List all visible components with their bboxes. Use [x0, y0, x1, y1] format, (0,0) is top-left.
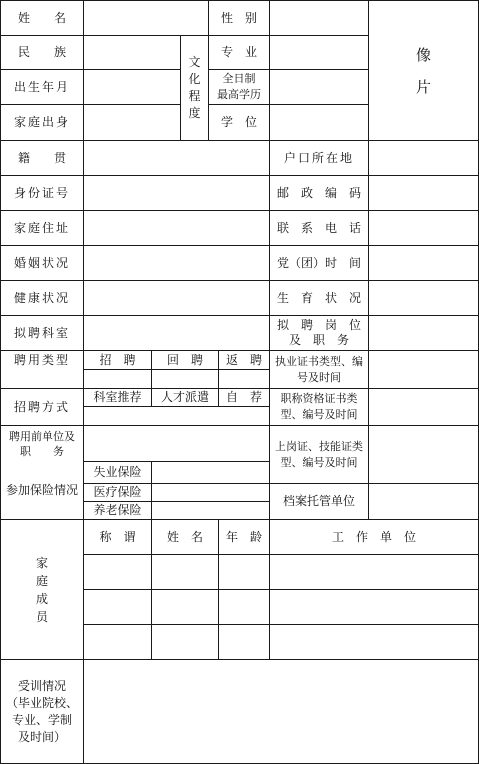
fulltime-edu-label: 全日制 最高学历	[217, 72, 261, 101]
name-label: 姓 名	[17, 10, 66, 25]
major-label: 专 业	[220, 45, 257, 59]
hire-type-option-recruit[interactable]: 招 聘	[99, 352, 136, 367]
hire-type-option-rehire[interactable]: 回 聘	[166, 352, 203, 367]
practice-cert-field[interactable]	[369, 351, 478, 388]
fertility-label: 生 育 状 况	[276, 290, 361, 305]
ethnicity-field[interactable]	[84, 36, 180, 69]
archive-label: 档案托管单位	[282, 494, 355, 508]
family-col-workplace: 工 作 单 位	[331, 529, 416, 544]
hukou-label: 户口所在地	[283, 150, 354, 165]
health-field[interactable]	[84, 281, 269, 315]
native-place-label: 籍 贯	[17, 150, 66, 165]
education-label: 文 化 程 度	[188, 55, 201, 120]
family-members-label: 家 庭 成 员	[35, 555, 48, 624]
insurance-unemployment: 失业保险	[93, 465, 142, 479]
degree-field[interactable]	[270, 105, 368, 140]
dept-label: 拟聘科室	[13, 325, 70, 340]
postcode-field[interactable]	[369, 176, 478, 210]
hukou-field[interactable]	[369, 141, 478, 175]
id-number-field[interactable]	[84, 176, 269, 210]
prev-unit-label: 聘用前单位及 职 务	[9, 429, 75, 458]
practice-cert-label: 执业证书类型、编 号及时间	[275, 354, 363, 384]
recruit-option-dispatch[interactable]: 人才派遣	[160, 390, 209, 404]
recruit-method-label: 招聘方式	[13, 399, 70, 414]
major-field[interactable]	[270, 36, 368, 69]
birth-field[interactable]	[84, 70, 180, 104]
degree-label: 学 位	[220, 115, 257, 129]
health-label: 健康状况	[13, 290, 70, 305]
post-field[interactable]	[369, 316, 478, 350]
post-label: 拟 聘 岗 位 及 职 务	[276, 318, 361, 347]
home-address-label: 家庭住址	[13, 220, 70, 235]
native-place-field[interactable]	[84, 141, 269, 175]
family-origin-label: 家庭出身	[13, 115, 70, 129]
dept-field[interactable]	[84, 316, 269, 350]
ethnicity-label: 民 族	[17, 45, 66, 59]
party-field[interactable]	[369, 246, 478, 280]
hire-type-option-return[interactable]: 返 聘	[225, 352, 262, 367]
family-origin-field[interactable]	[84, 105, 180, 140]
prev-unit-field[interactable]	[84, 426, 269, 461]
family-row-2[interactable]	[84, 590, 478, 624]
party-label: 党（团）时 间	[276, 255, 361, 270]
hire-type-label: 聘用类型	[13, 352, 70, 367]
insurance-unemployment-field[interactable]	[152, 462, 269, 483]
insurance-label: 参加保险情况	[5, 483, 78, 497]
family-col-age: 年 龄	[225, 529, 262, 544]
marital-field[interactable]	[84, 246, 269, 280]
marital-label: 婚姻状况	[13, 255, 70, 270]
skill-cert-label: 上岗证、技能证类 型、编号及时间	[275, 439, 363, 469]
id-number-label: 身份证号	[13, 185, 70, 200]
name-field[interactable]	[84, 1, 208, 35]
training-label: 受训情况 （毕业院校、 专业、学制 及时间）	[5, 678, 78, 744]
phone-label: 联 系 电 话	[276, 220, 361, 235]
postcode-label: 邮 政 编 码	[276, 185, 361, 200]
rule	[83, 369, 269, 370]
insurance-medical: 医疗保险	[93, 485, 142, 499]
birth-label: 出生年月	[13, 79, 70, 94]
recruit-option-self[interactable]: 自 荐	[225, 390, 262, 404]
gender-field[interactable]	[270, 1, 368, 35]
training-field[interactable]	[84, 660, 478, 763]
family-row-3[interactable]	[84, 625, 478, 659]
photo-label: 像 片	[415, 45, 431, 96]
phone-field[interactable]	[369, 211, 478, 245]
photo-area[interactable]	[369, 1, 478, 140]
fertility-field[interactable]	[369, 281, 478, 315]
family-col-relation: 称 谓	[99, 529, 136, 544]
title-cert-label: 职称资格证书类 型、编号及时间	[280, 392, 358, 421]
home-address-field[interactable]	[84, 211, 269, 245]
title-cert-field[interactable]	[369, 389, 478, 425]
insurance-pension: 养老保险	[93, 503, 142, 517]
family-row-1[interactable]	[84, 555, 478, 589]
family-col-name: 姓 名	[166, 529, 203, 544]
gender-label: 性 别	[220, 10, 257, 25]
archive-field[interactable]	[369, 484, 478, 519]
recruit-option-dept[interactable]: 科室推荐	[93, 390, 142, 404]
fulltime-edu-field[interactable]	[270, 70, 368, 104]
insurance-medical-field[interactable]	[152, 484, 269, 501]
rule	[83, 406, 269, 407]
skill-cert-field[interactable]	[369, 426, 478, 483]
insurance-pension-field[interactable]	[152, 502, 269, 519]
